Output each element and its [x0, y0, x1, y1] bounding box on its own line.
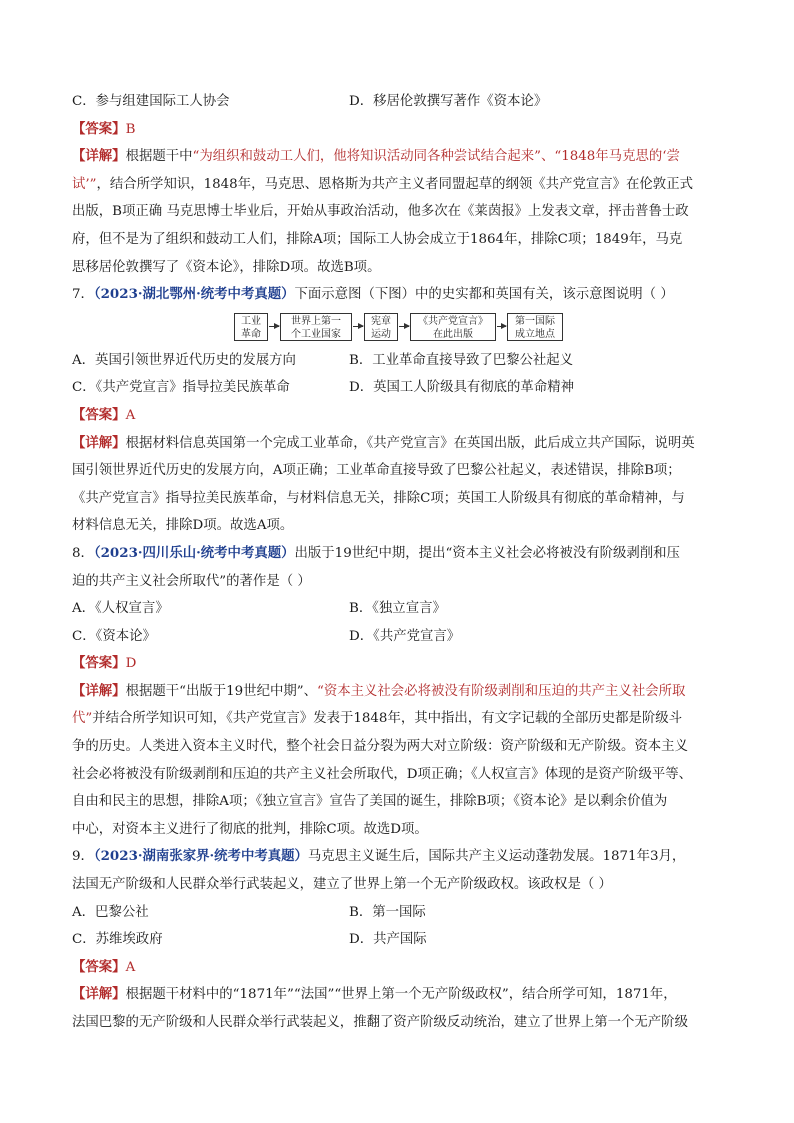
q7-detail-line: 《共产党宣言》指导拉美民族革命，与材料信息无关，排除C项；英国工人阶级具有彻底的革命精神，与: [72, 490, 685, 506]
q8-detail-line: [72, 705, 722, 733]
question-number: 7．: [72, 287, 94, 303]
arrow-icon: [269, 326, 279, 327]
q6-options-cd: [72, 88, 722, 116]
detail-quote: “资本主义社会必将被没有阶级剥削和压迫的共产主义社会所取: [316, 683, 686, 699]
q7-option-b: B．工业革命直接导致了巴黎公社起义: [349, 352, 574, 368]
q7-stem: [72, 281, 722, 309]
detail-label: 【详解】: [72, 682, 126, 699]
q9-detail-line: 法国巴黎的无产阶级和人民群众举行武装起义，推翻了资产阶级反动统治，建立了世界上第一个无产阶级: [72, 1015, 688, 1030]
q9-option-c: C．苏维埃政府: [72, 932, 163, 948]
detail-quote: “为组织和鼓动工人们，他将知识活动同各种尝试结合起来”、“1848年马克思的‘尝: [192, 149, 680, 165]
detail-text: 并结合所学知识可知，《共产党宣言》发表于1848年，其中指出，有文字记载的全部历史都是阶级斗: [92, 711, 683, 727]
answer-label: 【答案】: [72, 406, 126, 423]
diagram-box-text: 《共产党宣言》 在此出版: [418, 315, 488, 340]
q8-options-cd: [72, 623, 722, 651]
q6-detail-line: 出版，B项正确 马克思博士毕业后，开始从事政治活动，他多次在《莱茵报》上发表文章，抨击普鲁士政: [72, 204, 689, 220]
q6-answer: [72, 116, 722, 144]
q8-option-b: B．《独立宣言》: [349, 601, 446, 617]
q6-option-d: D．移居伦敦撰写著作《资本论》: [349, 94, 548, 109]
q8-stem: [72, 540, 722, 568]
q7-options-ab: [72, 347, 722, 375]
detail-text: 根据题干材料中的“1871年”“法国”“世界上第一个无产阶级政权”，结合所学可知，1871年，: [125, 987, 677, 1003]
diagram-box-first-industrial-nation: [280, 313, 352, 341]
q9-answer: [72, 954, 722, 982]
detail-text: 根据材料信息英国第一个完成工业革命，《共产党宣言》在英国出版，此后成立共产国际，说明英: [125, 435, 695, 451]
q8-detail-line: 社会必将被没有阶级剥削和压迫的共产主义社会所取代，D项正确；《人权宣言》体现的是资产阶级平等、: [72, 766, 693, 782]
answer-value: A: [125, 959, 136, 975]
detail-label: 【详解】: [72, 434, 126, 451]
answer-value: B: [125, 121, 136, 137]
answer-label: 【答案】: [72, 120, 126, 137]
detail-text: 根据题干中: [125, 149, 193, 165]
q7-detail-line: [72, 430, 722, 458]
question-number: 9．: [72, 849, 94, 865]
q7-option-d: D．英国工人阶级具有彻底的革命精神: [349, 380, 574, 396]
arrow-icon: [497, 326, 506, 327]
q7-options-cd: [72, 374, 722, 402]
q7-option-a: A．英国引领世界近代历史的发展方向: [72, 352, 296, 368]
detail-label: 【详解】: [72, 986, 126, 1003]
diagram-box-first-international: [507, 313, 563, 341]
diagram-box-text: 工业 革命: [241, 315, 261, 340]
arrow-icon: [353, 326, 363, 327]
question-number: 8．: [72, 545, 94, 561]
q7-option-c: C．《共产党宣言》指导拉美民族革命: [72, 380, 290, 396]
q6-detail-line: [72, 143, 722, 171]
answer-value: D: [125, 656, 137, 672]
q7-flow-diagram: [72, 309, 722, 347]
diagram-box-text: 宪章 运动: [371, 315, 391, 340]
q8-option-d: D．《共产党宣言》: [349, 628, 461, 644]
q6-option-c: C．参与组建国际工人协会: [72, 94, 230, 109]
q9-option-b: B．第一国际: [349, 904, 426, 920]
answer-value: A: [125, 407, 136, 423]
q6-detail-line: [72, 171, 722, 199]
question-text: 下面示意图（下图）中的史实都和英国有关，该示意图说明（ ）: [294, 287, 674, 303]
diagram-box-communist-manifesto: [410, 313, 496, 341]
q6-detail-line: 思移居伦敦撰写了《资本论》，排除D项。故选B项。: [72, 259, 381, 275]
question-source: （2023·四川乐山·统考中考真题）: [93, 544, 295, 561]
q8-stem-cont: 迫的共产主义社会所取代”的著作是（ ）: [72, 573, 311, 589]
question-text: 出版于19世纪中期，提出“资本主义社会必将被没有阶级剥削和压: [294, 545, 680, 561]
q9-stem: [72, 843, 722, 871]
q6-detail-line: 府，但不是为了组织和鼓动工人们，排除A项；国际工人协会成立于1864年，排除C项；1849年，马克: [72, 231, 683, 247]
detail-quote: 试’”: [72, 176, 97, 192]
q7-answer: [72, 402, 722, 430]
q9-option-d: D．共产国际: [349, 932, 427, 948]
q8-detail-line: 中心，对资本主义进行了彻底的批判，排除C项。故选D项。: [72, 821, 428, 837]
detail-text: 根据题干“出版于19世纪中期”、: [125, 683, 317, 699]
q8-detail-line: 争的历史。人类进入资本主义时代，整个社会日益分裂为两大对立阶级：资产阶级和无产阶级。资本主义: [72, 739, 688, 755]
q8-options-ab: [72, 595, 722, 623]
q7-detail-line: 材料信息无关，排除D项。故选A项。: [72, 518, 294, 534]
q8-answer: [72, 650, 722, 678]
q8-option-c: C．《资本论》: [72, 628, 156, 644]
q9-detail-line: [72, 981, 722, 1009]
detail-quote: 代”: [72, 711, 93, 727]
q8-detail-line: [72, 678, 722, 706]
q9-stem-cont: 法国无产阶级和人民群众举行武装起义，建立了世界上第一个无产阶级政权。该政权是（ ）: [72, 877, 612, 893]
diagram-box-industrial-revolution: [234, 313, 268, 341]
q8-detail-line: 自由和民主的思想，排除A项；《独立宣言》宣告了美国的诞生，排除B项；《资本论》是以剩余价值为: [72, 794, 668, 810]
q9-option-a: A．巴黎公社: [72, 904, 149, 920]
answer-label: 【答案】: [72, 958, 126, 975]
diagram-box-text: 第一国际 成立地点: [515, 315, 555, 340]
arrow-icon: [399, 326, 409, 327]
diagram-box-chartist-movement: [364, 313, 398, 341]
detail-text: ，结合所学知识，1848年，马克思、恩格斯为共产主义者同盟起草的纲领《共产党宣言》在伦敦正式: [96, 176, 693, 192]
question-source: （2023·湖南张家界·统考中考真题）: [93, 848, 308, 865]
question-text: 马克思主义诞生后，国际共产主义运动蓬勃发展。1871年3月，: [307, 849, 686, 865]
q8-option-a: A．《人权宣言》: [72, 601, 169, 617]
question-source: （2023·湖北鄂州·统考中考真题）: [93, 286, 295, 303]
page-content: [72, 88, 722, 1037]
detail-label: 【详解】: [72, 148, 126, 165]
q7-detail-line: 国引领世界近代历史的发展方向，A项正确；工业革命直接导致了巴黎公社起义，表述错误，排除B项；: [72, 463, 681, 479]
q9-options-cd: [72, 926, 722, 954]
q9-options-ab: [72, 899, 722, 927]
answer-label: 【答案】: [72, 655, 126, 672]
diagram-box-text: 世界上第一 个工业国家: [291, 315, 341, 340]
